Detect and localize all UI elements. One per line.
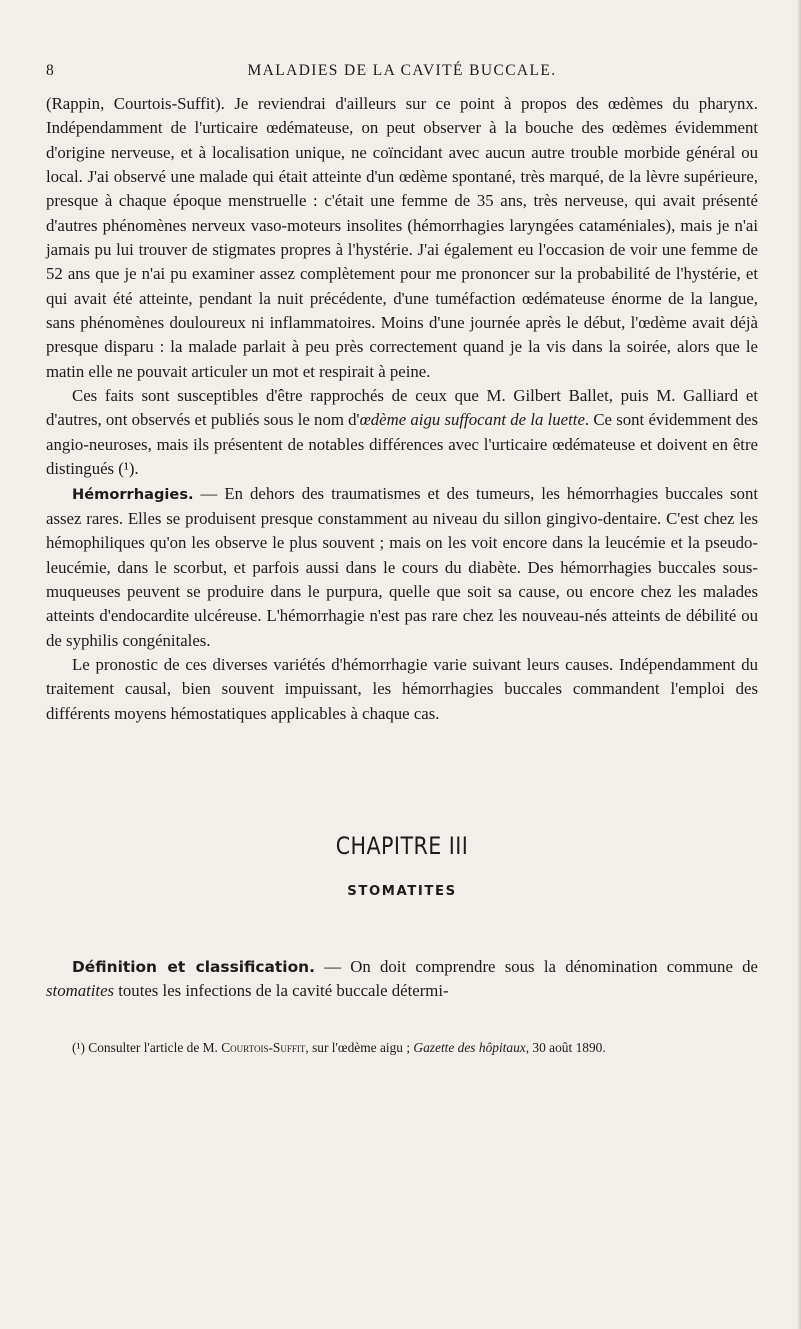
- main-text: [46, 92, 758, 726]
- paragraph-2-text: Ces faits sont susceptibles d'être rapprochés de ceux que M. Gilbert Ballet, puis M. Galliard et d'autres, ont observés et publiés sous le nom d': [46, 386, 758, 430]
- footnote-mark: (¹): [72, 1040, 85, 1055]
- page-number: 8: [46, 62, 56, 79]
- footnote: [46, 1039, 758, 1057]
- chapter-title: CHAPITRE III: [335, 832, 469, 860]
- paragraph-4: Le pronostic de ces diverses variétés d'hémorrhagie varie suivant leurs causes. Indépendamment du traitement causal, bien souvent impuissant, les hémorrhagies buccales commandent l'emploi des différents moyens hémostatiques applicables à chaque cas.: [46, 654, 758, 723]
- footnote-journal: Gazette des hôpitaux: [413, 1040, 526, 1055]
- footnote-text: Consulter l'article de M.: [84, 1040, 222, 1055]
- paragraph-2-italic: œdème aigu suffocant de la luette: [359, 410, 585, 430]
- page-edge-shadow: [797, 0, 801, 1329]
- paragraph-5: [46, 955, 758, 1004]
- footnote-1: [46, 1039, 758, 1057]
- section-heading-hemorrhagies: Hémorrhagies.: [72, 485, 194, 503]
- paragraph-5-italic: stomatites: [46, 981, 115, 1001]
- paragraph-5-text-after: toutes les infections de la cavité buccale détermi-: [114, 981, 449, 1001]
- paragraph-3-text: — En dehors des traumatismes et des tumeurs, les hémorrhagies buccales sont assez rares. Elles se produisent presque constamment au niveau du sillon gingivo-dentaire. C'est chez les hémophiliques qu'on les observe le plus souvent ; mais on les voit encore dans la leucémie et la pseudo-leucémie, dans le scorbut, et parfois aussi dans le cours du diabète. Des hémorrhagies buccales sous-muqueuses peuvent se produire dans le purpura, quelle que soit sa cause, ou encore chez les malades atteints d'endocardite ulcéreuse. L'hémorrhagie n'est pas rare chez les nouveau-nés atteints de débilité ou de syphilis congénitales.: [46, 483, 758, 650]
- footnote-author: Courtois-Suffit: [221, 1040, 306, 1055]
- footnote-text-mid: , sur l'œdème aigu ;: [305, 1040, 414, 1055]
- footnote-text-after: , 30 août 1890.: [525, 1040, 606, 1055]
- paragraph-2-text-after: . Ce sont évidemment des angio-neuroses, mais ils présentent de notables différences avec l'urticaire œdémateuse et doivent en être distingués: [46, 410, 758, 479]
- chapter-subtitle: STOMATITES: [347, 884, 457, 899]
- page-header: [46, 62, 758, 84]
- footnote-reference: (¹): [118, 459, 135, 479]
- section-text: [46, 955, 758, 1004]
- section-heading-definition: Définition et classification.: [72, 958, 315, 976]
- paragraph-1: (Rappin, Courtois-Suffit). Je reviendrai d'ailleurs sur ce point à propos des œdèmes du pharynx. Indépendamment de l'urticaire œdémateuse, on peut observer à la bouche des œdèmes évidemment d'origine nerveuse, et à localisation unique, ne coïncidant avec aucun autre trouble morbide général ou local. J'ai observé une malade qui était atteinte d'un œdème spontané, très marqué, de la lèvre supérieure, presque à chaque époque menstruelle : c'était une femme de 35 ans, très nerveuse, qui avait présenté d'autres phénomènes nerveux vaso-moteurs insolites (hémorrhagies laryngées cataméniales), mais je n'ai jamais pu lui trouver de stigmates propres à l'hystérie. J'ai également eu l'occasion de voir une femme de 52 ans que je n'ai pu examiner assez complètement pour me prononcer sur la probabilité de l'hystérie, et qui avait été atteinte, pendant la nuit précédente, d'une tuméfaction œdémateuse énorme de la langue, sans phénomènes douloureux ni inflammatoires. Moins d'une journée après le début, l'œdème avait déjà presque disparu : la malade parlait à peu près correctement quand je la vis dans la soirée, alors que le matin elle ne pouvait articuler un mot et respirait à peine.: [46, 94, 758, 381]
- paragraph-2-end: .: [134, 459, 139, 479]
- paragraph-3: [46, 482, 758, 653]
- paragraph-5-text: — On doit comprendre sous la dénomination commune de: [314, 957, 758, 976]
- paragraph-2: [46, 384, 758, 481]
- running-title: MALADIES DE LA CAVITÉ BUCCALE.: [247, 62, 557, 79]
